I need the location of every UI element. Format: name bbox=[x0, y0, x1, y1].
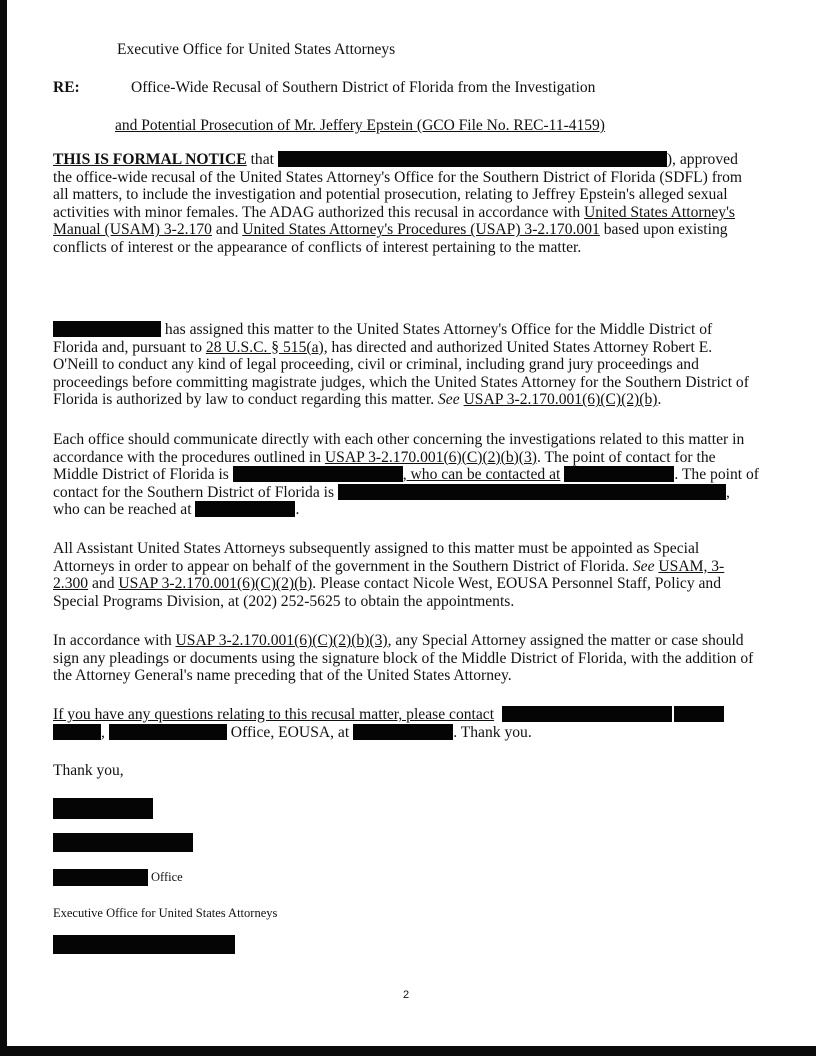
redaction bbox=[278, 151, 667, 167]
redaction bbox=[353, 724, 453, 740]
redaction bbox=[233, 466, 403, 482]
closing: Thank you, bbox=[53, 762, 124, 779]
redaction bbox=[502, 706, 672, 722]
re-line-1: Office-Wide Recusal of Southern District of Florida from the Investigation bbox=[131, 79, 596, 96]
redaction bbox=[674, 706, 724, 722]
usc-link: 28 U.S.C. § 515(a) bbox=[205, 338, 324, 356]
redaction bbox=[195, 501, 295, 517]
re-line-2: and Potential Prosecution of Mr. Jeffery Epstein (GCO File No. REC-11-4159) bbox=[115, 117, 605, 134]
re-label: RE: bbox=[53, 79, 80, 96]
redaction bbox=[53, 724, 101, 740]
signature-office-suffix: Office bbox=[151, 870, 183, 884]
signature-extra-redaction bbox=[53, 935, 235, 954]
redaction bbox=[109, 724, 227, 740]
assignment-paragraph: has assigned this matter to the United States Attorney's Office for the Middle District of Florida and, pursuant to 28 U.S.C. § 515(a), has directed and authorized United States Attorney Robert E. O'Neill to conduct any kind of legal proceeding, civil or criminal, including grand jury proceedings and proceedings before committing magistrate judges, which the United States Attorney for the Southern District of Florida is authorized by law to conduct regarding this matter. See USAP 3-2.170.001(6)(C)(2)(b). bbox=[53, 321, 749, 409]
usap-link: USAP 3-2.170.001(6)(C)(2)(b) bbox=[118, 575, 313, 593]
contact-paragraph: Each office should communicate directly with each other concerning the investigations related to this matter in accordance with the procedures outlined in USAP 3-2.170.001(6)(C)(2)(b)(3). The point of contact for the Middle District of Florida is , who can be contacted at . The point of contact for the Southern District of Florida is , who can be reached at . bbox=[53, 431, 759, 519]
formal-notice-paragraph: THIS IS FORMAL NOTICE that ), approved the office-wide recusal of the United States Attorney's Office for the Southern District of Florida (SDFL) from all matters, to include the investigation and potential prosecution, relating to Jeffrey Epstein's alleged sexual activities with minor females. The ADAG authorized this recusal in accordance with United States Attorney's Manual (USAM) 3-2.170 and United States Attorney's Procedures (USAP) 3-2.170.001 based upon existing conflicts of interest or the appearance of conflicts of interest pertaining to the matter. bbox=[53, 151, 743, 256]
redaction bbox=[53, 321, 161, 337]
usap-link: USAP 3-2.170.001(6)(C)(2)(b) bbox=[463, 391, 658, 409]
appointment-paragraph: All Assistant United States Attorneys subsequently assigned to this matter must be appointed as Special Attorneys in order to appear on behalf of the government in the Southern District of Florida. See USAM, 3- 2.300 and USAP 3-2.170.001(6)(C)(2)(b). Please contact Nicole West, EOUSA Personnel Staff, Policy and Special Programs Division, at (202) 252-5625 to obtain the appointments. bbox=[53, 540, 725, 610]
signature-office-redaction bbox=[53, 869, 148, 886]
redaction bbox=[564, 466, 674, 482]
scan-bottom-border bbox=[0, 1046, 816, 1056]
usap-link: United States Attorney's Procedures (USAP) 3-2.170.001 bbox=[242, 221, 600, 239]
signature-organization: Executive Office for United States Attorneys bbox=[53, 906, 278, 920]
usam-link: United States Attorney's bbox=[584, 203, 735, 221]
addressee-office: Executive Office for United States Attorneys bbox=[117, 41, 396, 58]
usap-link: USAP 3-2.170.001(6)(C)(2)(b)(3) bbox=[175, 632, 388, 649]
signature-name-redaction bbox=[53, 798, 153, 819]
page-number: 2 bbox=[403, 989, 410, 1001]
questions-paragraph: If you have any questions relating to this recusal matter, please contact , Office, EOUSA, at . Thank you. bbox=[53, 706, 773, 741]
redaction bbox=[338, 484, 726, 500]
usam-link: USAM, 3- bbox=[658, 557, 725, 575]
usap-link: USAP 3-2.170.001(6)(C)(2)(b)(3) bbox=[324, 448, 537, 466]
signature-title-redaction bbox=[53, 833, 193, 852]
signature-block-paragraph: In accordance with USAP 3-2.170.001(6)(C)(2)(b)(3), any Special Attorney assigned the matter or case should sign any pleadings or documents using the signature block of the Middle District of Florida, with the addition of the Attorney General's name preceding that of the United States Attorney. bbox=[53, 632, 754, 685]
formal-notice-lead: THIS IS FORMAL NOTICE bbox=[53, 151, 247, 168]
scan-left-border bbox=[0, 0, 7, 1056]
